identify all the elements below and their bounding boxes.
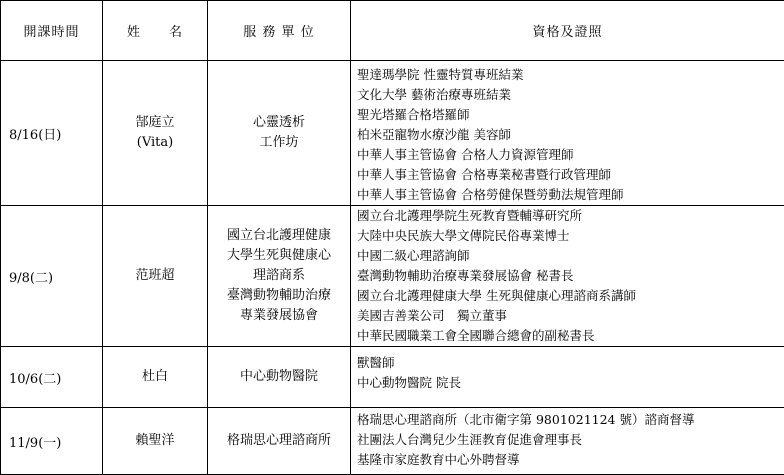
instructor-name	[103, 61, 208, 206]
table-row	[1, 206, 784, 347]
workplace	[208, 408, 351, 475]
name-line: 郜庭立	[103, 113, 207, 133]
instructor-name	[103, 347, 208, 408]
workplace	[208, 347, 351, 408]
qualifications	[351, 408, 784, 475]
qualification-line: 中華人事主管協會 合格人力資源管理師	[357, 145, 784, 165]
course-date: 11/9(一)	[1, 408, 103, 475]
workplace	[208, 61, 351, 206]
qualification-line: 中華人事主管協會 合格專業秘書暨行政管理師	[357, 165, 784, 185]
header-date: 開課時間	[1, 1, 103, 61]
workplace-line: 格瑞思心理諮商所	[208, 431, 350, 451]
instructor-name	[103, 408, 208, 475]
header-name: 姓 名	[103, 1, 208, 61]
workplace-line: 心靈透析	[208, 113, 350, 133]
qualification-line: 大陸中央民族大學文傳院民俗專業博士	[357, 226, 784, 246]
header-qualifications: 資格及證照	[351, 1, 784, 61]
workplace-line: 臺灣動物輔助治療	[208, 286, 350, 306]
qualification-line: 獸醫師	[357, 353, 784, 373]
qualification-line: 聖光塔羅合格塔羅師	[357, 105, 784, 125]
qualification-line: 聖達瑪學院 性靈特質專班結業	[357, 65, 784, 85]
qualification-line: 柏米亞寵物水療沙龍 美容師	[357, 125, 784, 145]
name-line: 賴聖洋	[103, 431, 207, 451]
workplace-line: 理諮商系	[208, 266, 350, 286]
qualification-line: 中心動物醫院 院長	[357, 373, 784, 393]
name-line: 范班超	[103, 266, 207, 286]
workplace-line: 工作坊	[208, 133, 350, 153]
qualification-line: 格瑞思心理諮商所（北市衛字第 9801021124 號）諮商督導	[357, 410, 784, 430]
qualifications	[351, 347, 784, 408]
course-date: 8/16(日)	[1, 61, 103, 206]
instructor-name	[103, 206, 208, 347]
qualifications	[351, 206, 784, 347]
course-date: 9/8(二)	[1, 206, 103, 347]
qualification-line: 基隆市家庭教育中心外聘督導	[357, 450, 784, 470]
qualifications	[351, 61, 784, 206]
name-line: 杜白	[103, 367, 207, 387]
name-line: (Vita)	[103, 133, 207, 153]
table-header-row	[1, 1, 784, 61]
header-workplace: 服 務 單 位	[208, 1, 351, 61]
qualification-line: 中國二級心理諮詢師	[357, 246, 784, 266]
qualification-line: 國立台北護理健康大學 生死與健康心理諮商系講師	[357, 286, 784, 306]
workplace-line: 中心動物醫院	[208, 367, 350, 387]
qualification-line: 美國吉善業公司 獨立董事	[357, 306, 784, 326]
qualification-line: 臺灣動物輔助治療專業發展協會 秘書長	[357, 266, 784, 286]
workplace-line: 大學生死與健康心	[208, 246, 350, 266]
qualification-line: 中華民國職業工會全國聯合總會的副秘書長	[357, 326, 784, 346]
workplace	[208, 206, 351, 347]
qualification-line: 社團法人台灣兒少生涯教育促進會理事長	[357, 430, 784, 450]
table-row	[1, 61, 784, 206]
workplace-line: 專業發展協會	[208, 306, 350, 326]
table-row	[1, 347, 784, 408]
workplace-line: 國立台北護理健康	[208, 226, 350, 246]
qualification-line: 國立台北護理學院生死教育暨輔導研究所	[357, 206, 784, 226]
table-row	[1, 408, 784, 475]
qualification-line: 文化大學 藝術治療專班結業	[357, 85, 784, 105]
qualification-line: 中華人事主管協會 合格勞健保暨勞動法規管理師	[357, 185, 784, 205]
course-date: 10/6(二)	[1, 347, 103, 408]
